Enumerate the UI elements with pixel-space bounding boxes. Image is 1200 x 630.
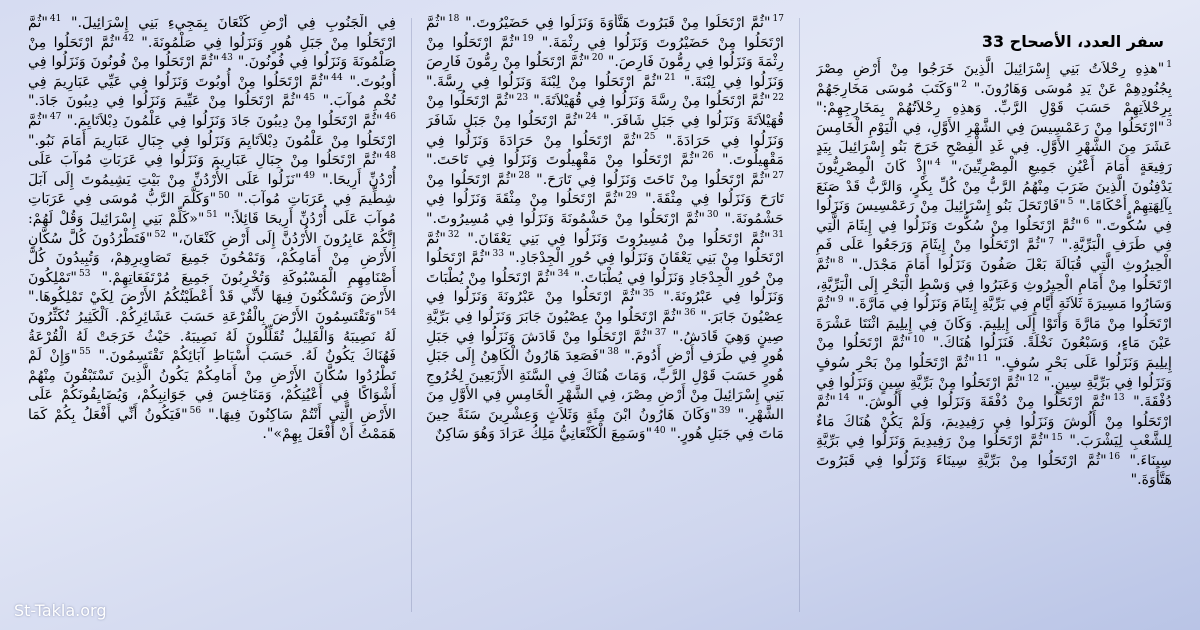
verse-text: "ثُمَّ ارْتَحَلُوا مِنْ لِبْنَةَ وَنَزَلُوا فِي رِسَّةَ." xyxy=(426,73,663,90)
verse-text: "فَتَطْرُدُونَ كُلَّ سُكَّانِ الأَرْضِ مِنْ أَمَامِكُمْ، وَتَمْحُونَ جَمِيعَ تَصَاوِيرِهِمْ، وَتُبِيدُونَ كُلَّ أَصْنَامِهِمِ الْمَسْبُوكَةِ وَتُخْرِبُونَ جَمِيعَ مُرْتَفَعَاتِهِمْ." xyxy=(28,230,396,286)
verse-text: "ثُمَّ ارْتَحَلُوا مِنْ عِصْيُونَ جَابَرَ وَنَزَلُوا فِي بَرِّيَّةِ صِينٍ وَهِيَ قَادَشُ." xyxy=(426,308,784,345)
verse-text: "فَارْتَحَلَ بَنُو إِسْرَائِيلَ مِنْ رَعَمْسِيسَ وَنَزَلُوا فِي سُكُّوتَ." xyxy=(816,198,1172,234)
text-column-3 xyxy=(28,14,396,614)
verse-text: "ثُمَّ ارْتَحَلُوا مِنْ دِيبُونَ جَادَ وَنَزَلُوا فِي عَلْمُونَ دِبْلاَتَايِمَ." xyxy=(61,112,383,129)
verse-text: "ثُمَّ ارْتَحَلُوا مِنْ بَرِّيَّةِ سِينَاءَ وَنَزَلُوا فِي قَبَرُوتَ هَتَّأَوَةَ." xyxy=(816,452,1172,489)
verse-number: 47 xyxy=(49,112,62,123)
verse-number: 13 xyxy=(1113,393,1125,404)
verse-number: 45 xyxy=(303,92,315,103)
verse-text: "ثُمَّ ارْتَحَلُوا مِنْ عَلْمُونَ دِبْلاَتَايِمَ وَنَزَلُوا فِي جِبَالِ عَبَارِيمَ أَمَامَ نَبُو." xyxy=(28,112,396,149)
verse-text: "وَكَتَبَ مُوسَى مَخَارِجَهُمْ بِرِحْلاَتِهِمْ حَسَبَ قَوْلِ الرَّبِّ. وَهذِهِ رِحْلاَتُهُمْ بِمَخَارِجِهِمْ:" xyxy=(816,80,1172,117)
verse-text: "ارْتَحَلُوا مِنْ رَعَمْسِيسَ فِي الشَّهْرِ الأَوَّلِ، فِي الْيَوْمِ الْخَامِسَ عَشَرَ مِنَ الشَّهْرِ الأَوَّلِ. فِي غَدِ الْفِصْحِ خَرَجَ بَنُو إِسْرَائِيلَ بِيَدٍ رَفِيعَةٍ أَمَامَ أَعْيُنِ جَمِيعِ الْمِصْرِيِّينَ،" xyxy=(816,119,1172,175)
verse-text: "ثُمَّ ارْتَحَلُوا مِنْ مِثْقَةَ وَنَزَلُوا فِي حَشْمُونَةَ." xyxy=(426,191,784,227)
verse-text: "ثُمَّ ارْتَحَلُوا مِنْ فُونُونَ وَنَزَلُوا فِي أُوبُوتَ." xyxy=(28,54,396,90)
verse-text: فِي الْجَنُوبِ فِي أَرْضِ كَنْعَانَ بِمَجِيءِ بَنِي إِسْرَائِيلَ." xyxy=(61,15,396,31)
verse-number: 23 xyxy=(516,92,529,103)
verse-number: 43 xyxy=(221,53,233,64)
verse-number: 19 xyxy=(522,33,534,44)
verse-number: 24 xyxy=(585,112,597,123)
verse-number: 25 xyxy=(643,131,656,142)
verse-number: 44 xyxy=(331,73,343,84)
verse-number: 32 xyxy=(447,229,460,240)
verse-number: 10 xyxy=(912,334,925,345)
verse-number: 30 xyxy=(707,210,719,221)
verse-number: 27 xyxy=(772,171,784,182)
verse-text: "ثُمَّ ارْتَحَلُوا مِنْ عَبْرُونَةَ وَنَزَلُوا فِي عِصْيُونَ جَابَرَ." xyxy=(426,289,784,325)
verse-number: 42 xyxy=(122,33,135,44)
verse xyxy=(816,453,1172,489)
verse-number: 54 xyxy=(384,308,396,319)
verse-text: "ثُمَّ ارْتَحَلُوا مِنْ قَادَشَ وَنَزَلُوا فِي جَبَلِ هُورٍ فِي طَرَفِ أَرْضِ أَدُومَ." xyxy=(426,328,784,365)
verse-number: 18 xyxy=(447,14,460,25)
verse-number: 14 xyxy=(837,393,850,404)
verse-text: "ثُمَّ ارْتَحَلُوا مِنْ مُسِيرُوتَ وَنَزَلُوا فِي بَنِي يَعْقَانَ." xyxy=(459,230,771,247)
verse-number: 6 xyxy=(1083,217,1090,228)
verse-number: 38 xyxy=(607,347,619,358)
text-column-2 xyxy=(426,14,784,614)
verse-text: "ثُمَّ ارْتَحَلُوا مِنْ حَرَادَةَ وَنَزَلُوا فِي مَقْهِيلُوتَ." xyxy=(426,132,784,169)
verse-number: 1 xyxy=(1166,60,1172,71)
verses-column-1 xyxy=(816,60,1172,491)
verse-number: 39 xyxy=(718,406,731,417)
verse xyxy=(28,93,315,109)
verse xyxy=(849,394,1124,410)
verse-text: "ثُمَّ ارْتَحَلُوا مِنْ حُورِ الْجِدْجَادِ وَنَزَلُوا فِي يُطْبَاتَ." xyxy=(426,250,784,286)
verses-column-3 xyxy=(28,14,396,445)
verse-text: "وَكَانَ هَارُونُ ابْنَ مِئَةٍ وَثَلاَثٍ وَعِشْرِينَ سَنَةً حِينَ مَاتَ فِي جَبَلِ هُورٍ." xyxy=(426,406,784,443)
verse-number: 22 xyxy=(772,92,784,103)
verse xyxy=(426,211,718,227)
verse-number: 56 xyxy=(189,406,202,417)
verse-number: 7 xyxy=(1048,236,1055,247)
verse-text: "ثُمَّ ارْتَحَلُوا مِنْ عَيِّيمَ وَنَزَلُوا فِي دِيبُونَ جَادَ." xyxy=(28,93,302,110)
verse-number: 35 xyxy=(642,288,655,299)
verse-text: "تَمْلِكُونَ الأَرْضَ وَتَسْكُنُونَ فِيهَا لأَنِّي قَدْ أَعْطَيْتُكُمُ الأَرْضَ لِكَيْ تَمْلِكُوهَا." xyxy=(28,269,396,306)
verse-text: "ثُمَّ ارْتَحَلُوا مِنْ رِسَّةَ وَنَزَلُوا فِي قُهَيْلاَتَةَ." xyxy=(528,93,771,110)
verse-number: 29 xyxy=(625,190,638,201)
verse-number: 37 xyxy=(654,327,667,338)
verse-text: "ثُمَّ ارْتَحَلُوا مِنْ مَارَّةَ وَأَتَوْا إِلَى إِيلِيمَ. وَكَانَ فِي إِيلِيمَ اثْنَتَا عَشْرَةَ عَيْنَ مَاءٍ، وَسَبْعُونَ نَخْلَةً. فَنَزَلُوا هُنَاكَ." xyxy=(816,296,1172,352)
verse-number: 15 xyxy=(1051,432,1063,443)
verse-number: 48 xyxy=(384,151,396,162)
verse-text: "ثُمَّ ارْتَحَلُوا مِنْ صَلْمُونَةَ وَنَزَلُوا فِي فُونُونَ." xyxy=(28,34,396,71)
verse-number: 50 xyxy=(218,190,230,201)
verse-number: 51 xyxy=(206,210,218,221)
verse-number: 46 xyxy=(384,112,396,123)
verse-text: "وَإِنْ لَمْ تَطْرُدُوا سُكَّانَ الأَرْضِ مِنْ أَمَامِكُمْ يَكُونُ الَّذِينَ تَسْتَبْقُونَ مِنْهُمْ أَشْوَاكًا فِي أَعْيُنِكُمْ، وَمَنَاخِسَ فِي جَوَانِبِكُمْ، وَيُضَايِقُونَكُمْ عَلَى الأَرْضِ الَّتِي أَنْتُمْ سَاكِنُونَ فِيهَا." xyxy=(28,348,396,423)
verse-number: 34 xyxy=(557,268,570,279)
verse-text: "ثُمَّ ارْتَحَلُوا مِنْ أَمَامِ الْحِيرُوثِ وَعَبَرُوا فِي وَسْطِ الْبَحْرِ إِلَى الْبَرِّيَّةِ، وَسَارُوا مَسِيرَةَ ثَلاَثَةِ أَيَّامٍ فِي بَرِّيَّةِ إِيثَامَ وَنَزَلُوا فِي مَارَّةَ." xyxy=(816,256,1172,313)
verse-text: "ثُمَّ ارْتَحَلُوا مِنْ أَلُوشَ وَنَزَلُوا فِي رَفِيدِيمَ، وَلَمْ يَكُنْ هُنَاكَ مَاءٌ لِلشَّعْبِ لِيَشْرَبَ." xyxy=(816,394,1172,450)
site-watermark: St-Takla.org xyxy=(14,601,107,620)
verse xyxy=(530,172,784,188)
verse-text: "ثُمَّ ارْتَحَلُوا مِنْ أُوبُوتَ وَنَزَلُوا فِي عَيِّي عَبَارِيمَ فِي تُخْمِ مُوآبَ." xyxy=(28,73,396,110)
verse-text: "ثُمَّ ارْتَحَلُوا مِنْ قَبَرُوتَ هَتَّأَوَةَ وَنَزَلُوا فِي حَضَيْرُوتَ." xyxy=(459,15,771,31)
verse-text: "ثُمَّ ارْتَحَلُوا مِنْ رَفِيدِيمَ وَنَزَلُوا فِي بَرِّيَّةِ سِينَاءَ." xyxy=(816,433,1172,469)
verse-text: "ثُمَّ ارْتَحَلُوا مِنْ إِيلِيمَ وَنَزَلُوا عَلَى بَحْرِ سُوفٍ." xyxy=(816,335,1172,371)
verse-text: "نَزَلُوا عَلَى الأُرْدُنِّ مِنْ بَيْتِ يَشِيمُوتَ إِلَى آبَلَ شِطِّيمَ فِي عَرَبَاتِ مُوآبَ." xyxy=(28,171,396,208)
verse-number: 3 xyxy=(1166,119,1172,130)
verses-column-2 xyxy=(426,14,784,445)
verse xyxy=(61,15,396,31)
verse-text: "ثُمَّ ارْتَحَلُوا مِنْ رِثْمَةَ وَنَزَلُوا فِي رِمُّونَ فَارِصَ." xyxy=(426,34,784,71)
verse-number: 11 xyxy=(976,354,989,365)
verse-text: "ثُمَّ ارْتَحَلُوا مِنْ يُطْبَاتَ وَنَزَلُوا فِي عَبْرُونَةَ." xyxy=(426,269,784,306)
verse-number: 8 xyxy=(837,256,844,267)
verse-text: "ثُمَّ ارْتَحَلُوا مِنْ تَاحَتَ وَنَزَلُوا فِي تَارَحَ." xyxy=(530,171,771,188)
text-column-1 xyxy=(816,14,1172,614)
verse-number: 9 xyxy=(837,295,844,306)
column-divider xyxy=(799,18,800,612)
verse-number: 31 xyxy=(772,229,784,240)
verse-text: "ثُمَّ ارْتَحَلُوا مِنْ سُكُّوتَ وَنَزَلُوا فِي إِيثَامَ الَّتِي فِي طَرَفِ الْبَرِّيَّةِ." xyxy=(816,217,1172,254)
verse xyxy=(435,426,666,442)
verse-number: 49 xyxy=(303,171,315,182)
verse xyxy=(61,113,396,129)
verse-number: 12 xyxy=(1027,373,1039,384)
chapter-title: سفر العدد، الأصحاح 33 xyxy=(981,32,1164,51)
verse xyxy=(459,231,784,247)
verse-number: 16 xyxy=(1108,452,1121,463)
verse-number: 5 xyxy=(1067,197,1074,208)
verse-text: "ثُمَّ ارْتَحَلُوا مِنْ جِبَالِ عَبَارِيمَ وَنَزَلُوا فِي عَرَبَاتِ مُوآبَ عَلَى أُرْدُنِّ أَرِيحَا." xyxy=(28,152,396,188)
verse-text: "ثُمَّ ارْتَحَلُوا مِنْ مَقْهِيلُوتَ وَنَزَلُوا فِي تَاحَتَ." xyxy=(426,152,701,169)
verse-text: "ثُمَّ ارْتَحَلُوا مِنْ حَشْمُونَةَ وَنَزَلُوا فِي مُسِيرُوتَ." xyxy=(426,210,706,227)
verse-number: 52 xyxy=(154,229,166,240)
verse-text: "ثُمَّ ارْتَحَلُوا مِنْ جَبَلِ شَافَرَ وَنَزَلُوا فِي حَرَادَةَ." xyxy=(426,112,784,149)
verse-number: 28 xyxy=(518,171,530,182)
verse xyxy=(426,152,714,168)
bible-chapter-page xyxy=(12,8,1188,622)
verse-text: "ثُمَّ ارْتَحَلُوا مِنْ حَضَيْرُوتَ وَنَزَلُوا فِي رِثْمَةَ." xyxy=(426,15,784,51)
column-divider xyxy=(411,18,412,612)
verse-text: "فَصَعِدَ هَارُونُ الْكَاهِنُ إِلَى جَبَلِ هُورٍ حَسَبَ قَوْلِ الرَّبِّ، وَمَاتَ هُنَاكَ فِي السَّنَةِ الأَرْبَعِينَ لِخُرُوجِ بَنِي إِسْرَائِيلَ مِنْ أَرْضِ مِصْرَ، فِي الشَّهْرِ الْخَامِسِ فِي الأَوَّلِ مِنَ الشَّهْرِ." xyxy=(426,348,784,423)
verse-number: 4 xyxy=(935,158,941,169)
verse xyxy=(426,74,676,90)
verse-number: 40 xyxy=(654,425,666,436)
verse-text: "ثُمَّ ارْتَحَلُوا مِنْ بَنِي يَعْقَانَ وَنَزَلُوا فِي حُورِ الْجِدْجَادِ." xyxy=(426,230,784,267)
verse-number: 17 xyxy=(772,14,784,25)
verse-number: 21 xyxy=(664,73,676,84)
verse xyxy=(528,93,784,109)
verse xyxy=(459,15,784,31)
verse-number: 20 xyxy=(591,53,604,64)
verse-text: "ثُمَّ ارْتَحَلُوا مِنْ جَبَلِ هُورٍ وَنَزَلُوا فِي صَلْمُونَةَ." xyxy=(28,15,396,51)
verse-number: 26 xyxy=(702,151,714,162)
verse-text: "وَتَقْتَسِمُونَ الأَرْضَ بِالْقُرْعَةِ حَسَبَ عَشَائِرِكُمْ. اَلْكَثِيرُ تُكَثِّرُونَ لَهُ نَصِيبَهُ وَالْقَلِيلُ تُقَلِّلُونَ لَهُ نَصِيبَهُ. حَيْثُ خَرَجَتْ لَهُ الْقُرْعَةُ فَهُنَاكَ يَكُونُ لَهُ. حَسَبَ أَسْبَاطِ آبَائِكُمْ تَقْتَسِمُونَ." xyxy=(28,308,396,365)
verse-text: "ثُمَّ ارْتَحَلُوا مِنْ بَحْرِ سُوفٍ وَنَزَلُوا فِي بَرِّيَّةِ سِينٍ." xyxy=(816,354,1172,391)
verse-number: 36 xyxy=(684,308,696,319)
verse-text: "فَيَكُونُ أَنِّي أَفْعَلُ بِكُمْ كَمَا هَمَمْتُ أَنْ أَفْعَلَ بِهِمْ»". xyxy=(28,406,396,443)
verse-text: "هذِهِ رِحْلاَتُ بَنِي إِسْرَائِيلَ الَّذِينَ خَرَجُوا مِنْ أَرْضِ مِصْرَ بِجُنُودِهِمْ عَنْ يَدِ مُوسَى وَهَارُونَ." xyxy=(816,61,1172,97)
verse-number: 41 xyxy=(49,14,62,25)
verse-text: "ثُمَّ ارْتَحَلُوا مِنْ إِيثَامَ وَرَجَعُوا عَلَى فَمِ الْحِيرُوثِ الَّتِي قُبَالَةَ بَعْلَ صَفُونَ وَنَزَلُوا أَمَامَ مَجْدَل." xyxy=(816,237,1172,273)
verse-text: "ثُمَّ ارْتَحَلُوا مِنْ دُفْقَةَ وَنَزَلُوا فِي أَلُوشَ." xyxy=(849,394,1112,411)
verse-text: "إِذْ كَانَ الْمِصْرِيُّونَ يَدْفِنُونَ الَّذِينَ ضَرَبَ مِنْهُمُ الرَّبُّ مِنْ كُلِّ بِكْرٍ، وَالرَّبُّ قَدْ صَنَعَ بِآلِهَتِهِمْ أَحْكَامًا." xyxy=(816,158,1172,215)
verse-text: "وَكَلَّمَ الرَّبُّ مُوسَى فِي عَرَبَاتِ مُوآبَ عَلَى أُرْدُنِّ أَرِيحَا قَائِلاً:" xyxy=(28,191,396,227)
verse-number: 53 xyxy=(78,268,91,279)
verse-text: "ثُمَّ ارْتَحَلُوا مِنْ رِمُّونَ فَارِصَ وَنَزَلُوا فِي لِبْنَةَ." xyxy=(426,54,784,90)
verse-text: "ثُمَّ ارْتَحَلُوا مِنْ بَرِّيَّةِ سِينٍ وَنَزَلُوا فِي دُفْقَةَ." xyxy=(816,374,1172,411)
verse-number: 33 xyxy=(492,249,504,260)
verse-text: "ثُمَّ ارْتَحَلُوا مِنْ قُهَيْلاَتَةَ وَنَزَلُوا فِي جَبَلِ شَافَرَ." xyxy=(426,93,784,129)
verse-text: "ثُمَّ ارْتَحَلُوا مِنْ تَارَحَ وَنَزَلُوا فِي مِثْقَةَ." xyxy=(426,171,784,208)
verse-number: 2 xyxy=(961,79,967,90)
verse-text: "وَسَمِعَ الْكَنْعَانِيُّ مَلِكُ عَرَادَ وَهُوَ سَاكِنٌ xyxy=(435,426,653,443)
verse-text: "«كَلِّمْ بَنِي إِسْرَائِيلَ وَقُلْ لَهُمْ: إِنَّكُمْ عَابِرُونَ الأُرْدُنَّ إِلَى أَرْضِ كَنْعَانَ،" xyxy=(28,210,396,247)
verse-number: 55 xyxy=(79,347,91,358)
